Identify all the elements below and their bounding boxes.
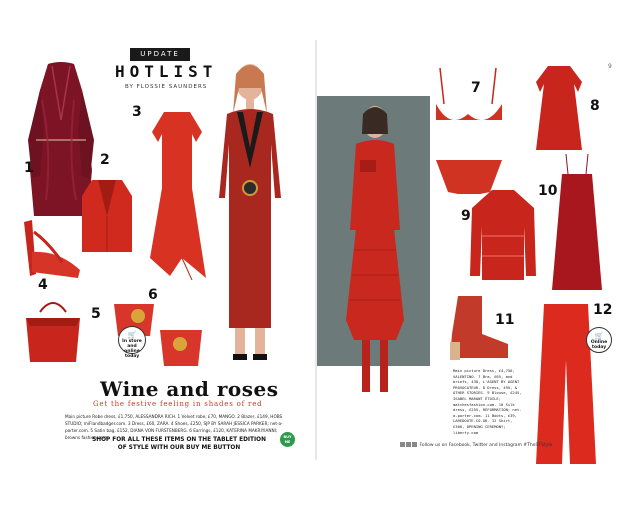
- item-number: 8: [590, 98, 600, 114]
- shopping-cart-icon: 🛒: [127, 331, 137, 339]
- item-number: 5: [91, 306, 101, 322]
- item-number: 2: [100, 152, 110, 168]
- twitter-icon: [406, 442, 411, 447]
- item-number: 6: [148, 287, 158, 303]
- item-number: 10: [538, 183, 558, 199]
- item-number: 9: [461, 208, 471, 224]
- page-title: HOTLIST: [115, 62, 218, 81]
- update-tag: UPDATE: [130, 48, 190, 61]
- right-credits: Main picture Dress, £4,750, VALENTINO. 7 Bra, £65, and briefs, £30, L'AGENT BY AGENT PROVOCATEUR. 8 Dress, £95, & OTHER STORIES. 9 Blouse, £245, ISABEL MARANT ÉTOILE; matchesfashion.com. 10 Silk dress, £255, REFORMATION; net-a-porter.com. 11 Boots, £39, LAREDOUTE.CO.UK. 12 Skirt, £300, OPENING CEREMONY; liberty.com: [453, 368, 522, 435]
- red-dress-image: [146, 108, 208, 280]
- facebook-icon: [400, 442, 405, 447]
- item-number: 7: [471, 80, 481, 96]
- ankle-boot-image: [438, 292, 514, 364]
- lace-dress-model-image: [330, 100, 420, 400]
- online-sticker: [586, 327, 612, 353]
- velvet-dress-model-image: [205, 58, 295, 363]
- shopping-cart-icon: 🛒: [594, 332, 604, 340]
- buy-me-button[interactable]: BUY ME: [280, 432, 295, 447]
- headline: Wine and roses: [100, 377, 279, 401]
- in-store-sticker: [118, 326, 146, 359]
- sticker-label: In store and online today: [122, 339, 142, 359]
- item-number: 3: [132, 104, 142, 120]
- left-credits: Main picture Robe dress, £1,750, ALESSANDRA RICH. 1 Velvet robe, £70, MANGO. 2 Blazer, £149, HOBS STUDIO; miFlandbadger.com. 3 Dress, £60, ZARA. 4 Shoes, £250, SJP BY SARAH JESSICA PARKER; net-a-porter.com. 5 Satin bag, £152, DIANA VON FURSTENBERG. 6 Earrings, £120, KATERINA MAKRIYIANNI; browns fashion.com: [65, 414, 283, 440]
- item-number: 11: [495, 312, 515, 328]
- subheadline: Get the festive feeling in shades of red: [93, 400, 263, 408]
- sticker-label: Online today: [590, 340, 608, 350]
- byline: BY FLOSSIE SAUNDERS: [125, 84, 208, 90]
- shop-call-to-action: SHOP FOR ALL THESE ITEMS ON THE TABLET EDITION OF STYLE WITH OUR BUY ME BUTTON: [92, 437, 266, 451]
- bucket-bag-image: [18, 294, 88, 366]
- lace-lingerie-image: [430, 64, 508, 196]
- item-number: 12: [593, 302, 613, 318]
- ruffle-blouse-image: [466, 186, 540, 284]
- social-text: Follow us on Facebook, Twitter and Instagram #TheSTStyle: [419, 443, 553, 448]
- item-number: 1: [24, 160, 34, 176]
- page-number: 9: [608, 63, 612, 70]
- instagram-icon: [412, 442, 417, 447]
- item-number: 4: [38, 277, 48, 293]
- sandal-image: [18, 212, 86, 286]
- slip-dress-image: [548, 150, 606, 294]
- blazer-image: [78, 176, 136, 256]
- social-follow: [400, 442, 552, 448]
- mini-dress-image: [530, 62, 588, 154]
